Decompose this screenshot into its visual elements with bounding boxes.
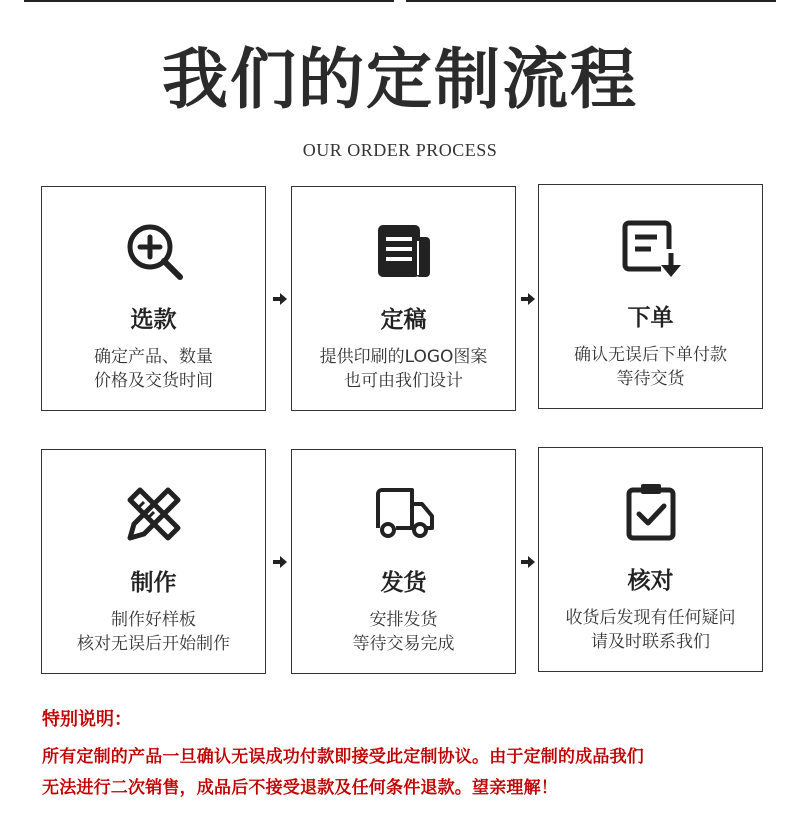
pencil-ruler-icon [122, 482, 186, 546]
step-name: 定稿 [380, 307, 427, 333]
step-desc-line: 收货后发现有任何疑问 [565, 608, 736, 628]
step-desc-line: 等待交易完成 [352, 634, 455, 654]
step-description [539, 606, 762, 654]
step-name: 发货 [380, 570, 427, 596]
page-subtitle: OUR ORDER PROCESS [302, 140, 498, 160]
notice-text: 无法进行二次销售，成品后不接受退款及任何条件退款。望亲理解！ [42, 778, 558, 798]
step-description [42, 608, 265, 656]
step-desc-line: 提供印刷的LOGO图案 [319, 347, 488, 367]
step-card-finalize [291, 186, 516, 411]
step-desc-line: 确定产品、数量 [94, 347, 213, 367]
step-name: 制作 [130, 570, 177, 596]
document-icon [372, 219, 436, 283]
step-desc-line: 核对无误后开始制作 [77, 634, 230, 654]
top-divider-right [406, 0, 776, 2]
step-card-production [41, 449, 266, 674]
arrow-right-icon [273, 556, 287, 568]
zoom-in-icon [122, 219, 186, 283]
step-card-order [538, 184, 763, 409]
step-card-shipping [291, 449, 516, 674]
step-desc-line: 制作好样板 [111, 610, 196, 630]
step-name: 选款 [130, 307, 177, 333]
step-desc-line: 价格及交货时间 [94, 371, 213, 391]
arrow-right-icon [273, 293, 287, 305]
step-desc-line: 确认无误后下单付款 [574, 345, 727, 365]
step-name: 核对 [627, 568, 674, 594]
step-card-select [41, 186, 266, 411]
step-description [539, 343, 762, 391]
notice-title: 特别说明： [42, 709, 132, 730]
step-card-check [538, 447, 763, 672]
order-download-icon [619, 217, 683, 281]
step-desc-line: 等待交货 [616, 369, 685, 389]
step-description [292, 345, 515, 393]
step-name: 下单 [627, 305, 674, 331]
step-desc-line: 请及时联系我们 [591, 632, 710, 652]
step-description [292, 608, 515, 656]
notice-text: 所有定制的产品一旦确认无误成功付款即接受此定制协议。由于定制的成品我们 [42, 747, 644, 767]
page-title: 我们的定制流程 [162, 41, 638, 118]
arrow-right-icon [521, 556, 535, 568]
step-desc-line: 安排发货 [369, 610, 438, 630]
top-divider-left [24, 0, 394, 2]
arrow-right-icon [521, 293, 535, 305]
step-desc-line: 也可由我们设计 [344, 371, 463, 391]
clipboard-check-icon [619, 480, 683, 544]
truck-icon [372, 482, 436, 546]
step-description [42, 345, 265, 393]
